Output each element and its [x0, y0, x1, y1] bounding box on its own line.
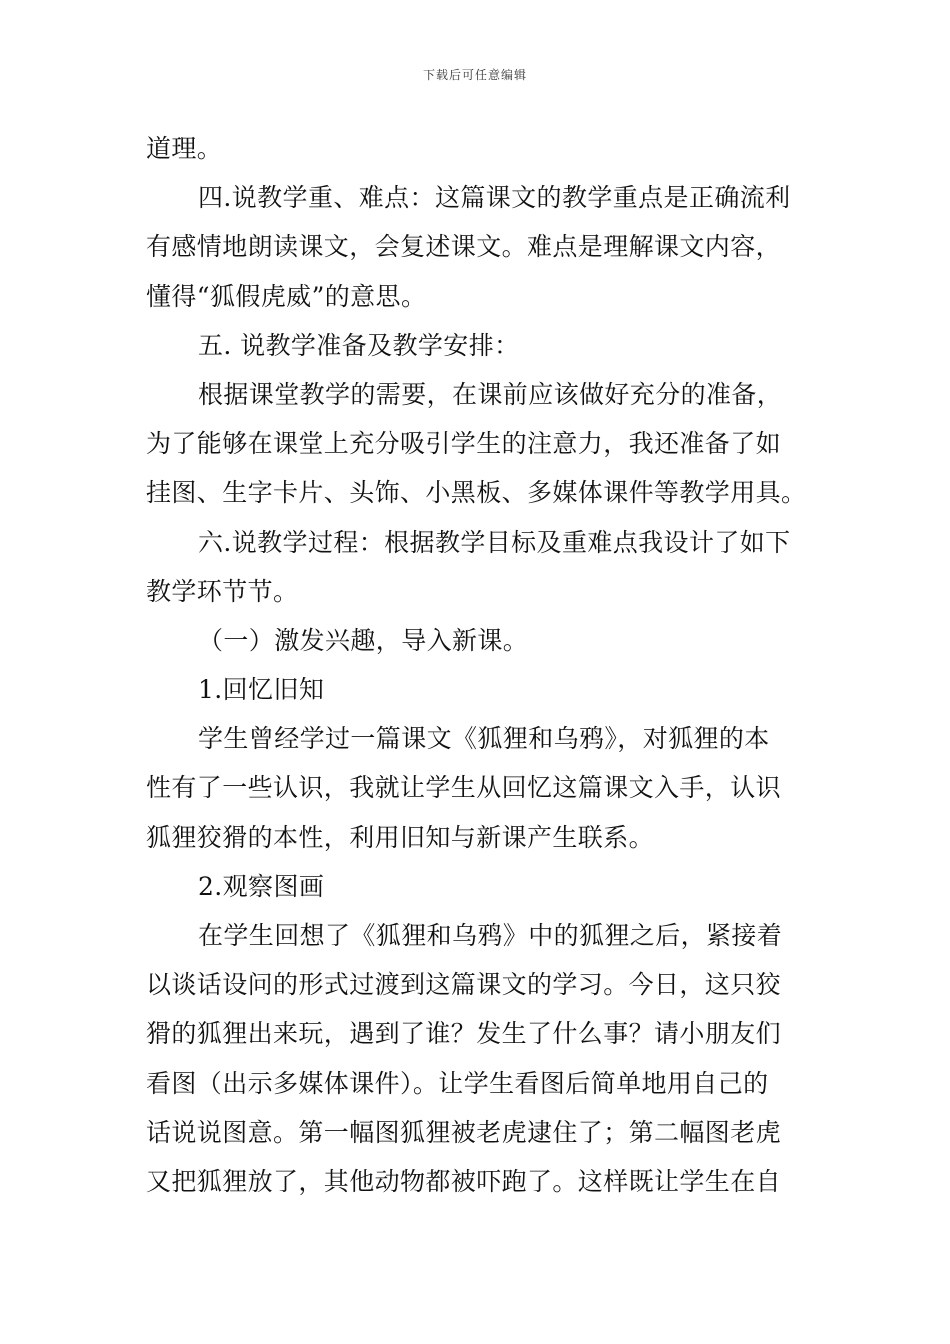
text-line: 为了能够在课堂上充分吸引学生的注意力，我还准备了如 [146, 429, 782, 459]
text-line: 道理。 [146, 134, 223, 163]
text-line: 猾的狐狸出来玩，遇到了谁？发生了什么事？请小朋友们 [146, 1019, 782, 1049]
text-line: 学生曾经学过一篇课文《狐狸和乌鸦》，对狐狸的本 [198, 724, 770, 754]
text-line: 挂图、生字卡片、头饰、小黑板、多媒体课件等教学用具。 [146, 478, 807, 508]
text-line: 看图（出示多媒体课件）。让学生看图后简单地用自己的 [146, 1068, 769, 1098]
text-line: 又把狐狸放了，其他动物都被吓跑了。这样既让学生在自 [146, 1166, 782, 1196]
text-line: 在学生回想了《狐狸和乌鸦》中的狐狸之后，紧接着 [198, 921, 783, 950]
text-line: 以谈话设问的形式过渡到这篇课文的学习。今日，这只狡 [146, 970, 782, 1000]
text-line: 1.回忆旧知 [198, 675, 325, 705]
text-line: 六.说教学过程：根据教学目标及重难点我设计了如下 [198, 527, 791, 557]
text-line: 教学环节节。 [146, 576, 299, 606]
text-line: （一）激发兴趣，导入新课。 [198, 625, 529, 655]
text-line: 狐狸狡猾的本性，利用旧知与新课产生联系。 [146, 822, 655, 852]
text-line: 2.观察图画 [198, 871, 325, 901]
text-line: 四.说教学重、难点：这篇课文的教学重点是正确流利 [198, 183, 791, 213]
document-body [146, 128, 810, 1210]
text-line: 懂得“狐假虎威”的意思。 [146, 281, 427, 311]
text-line: 性有了一些认识，我就让学生从回忆这篇课文入手，认识 [146, 773, 782, 803]
text-line: 根据课堂教学的需要，在课前应该做好充分的准备， [198, 379, 783, 409]
page-header-note: 下载后可任意编辑 [422, 68, 527, 82]
text-line: 话说说图意。第一幅图狐狸被老虎逮住了；第二幅图老虎 [146, 1117, 782, 1147]
text-line: 五. 说教学准备及教学安排： [198, 330, 520, 360]
text-line: 有感情地朗读课文，会复述课文。难点是理解课文内容， [146, 232, 782, 262]
